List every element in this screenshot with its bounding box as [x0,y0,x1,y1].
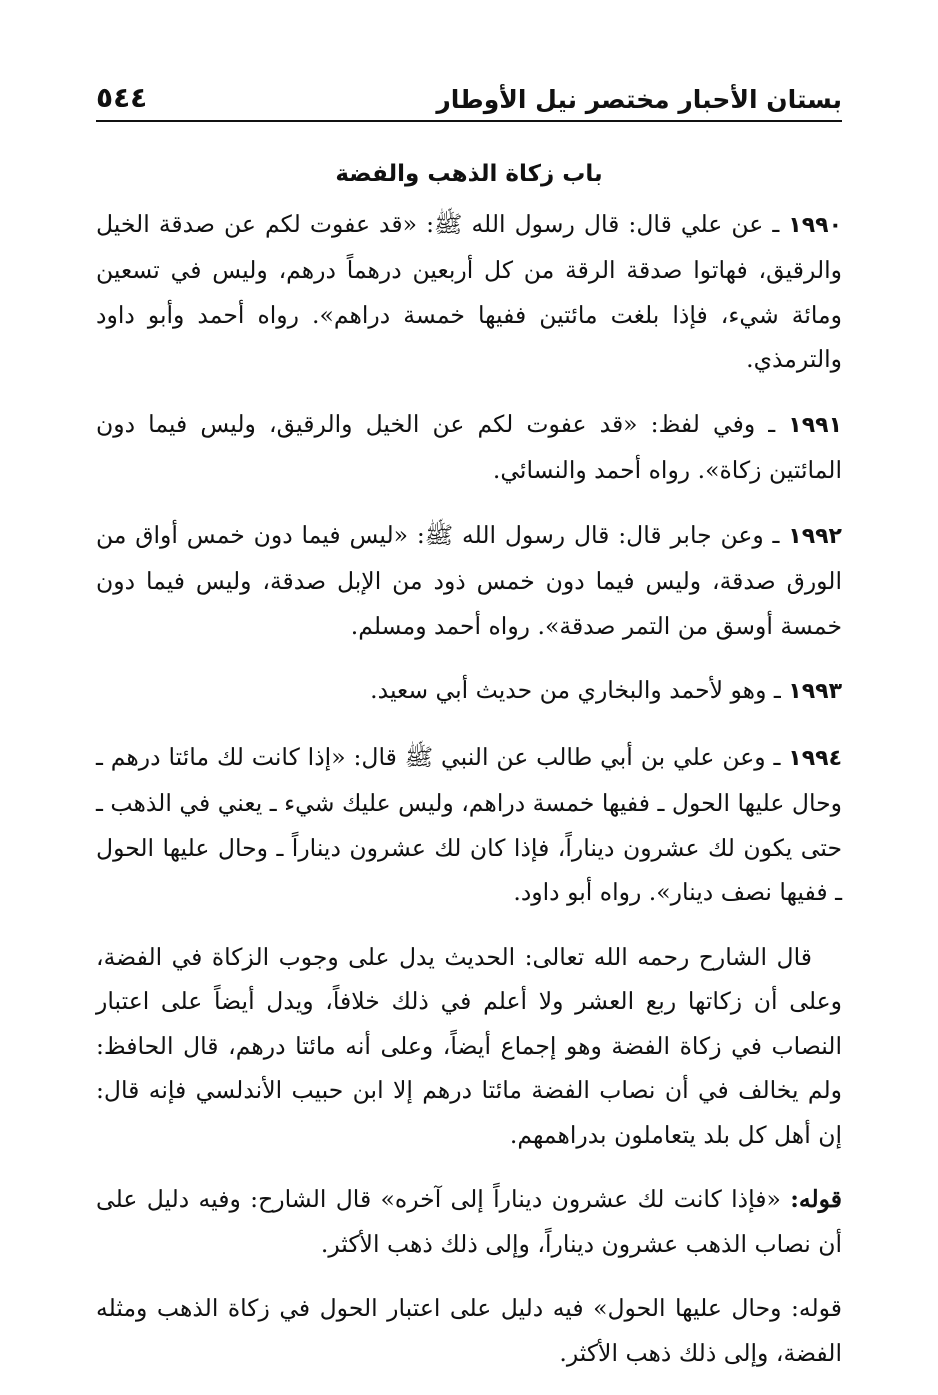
hadith-1994 [96,735,842,915]
commentary-paragraph [96,935,842,1158]
commentary-text: قال الشارح رحمه الله تعالى: الحديث يدل على وجوب الزكاة في الفضة، وعلى أن زكاتها ربع العشر ولا أعلم في ذلك خلافاً، ويدل أيضاً على اعتبار النصاب في زكاة الفضة وهو إجماع أيضاً، وعلى أنه مائتا درهم، قال الحافظ: ولم يخالف في أن نصاب الفضة مائتا درهم إلا ابن حبيب الأندلسي فإنه قال: إن أهل كل بلد يتعاملون بدراهمهم. [96,942,842,1149]
hadith-number: ١٩٩٣ [788,679,842,705]
hadith-text: ـ وعن جابر قال: قال رسول الله ﷺ: «ليس فيما دون خمس أواق من الورق صدقة، وليس فيما دون خمس ذود من الإبل صدقة، وليس فيما دون خمسة أوسق من التمر صدقة». رواه أحمد ومسلم. [96,520,842,640]
hadith-text: ـ عن علي قال: قال رسول الله ﷺ: «قد عفوت لكم عن صدقة الخيل والرقيق، فهاتوا صدقة الرقة من كل أربعين درهماً درهم، وليس في تسعين ومائة شيء، فإذا بلغت مائتين ففيها خمسة دراهم». رواه أحمد وأبو داود والترمذي. [96,209,842,374]
note-paragraph-2 [96,1286,842,1375]
hadith-number: ١٩٩٢ [788,523,842,549]
note-text: قوله: وحال عليها الحول» فيه دليل على اعتبار الحول في زكاة الذهب ومثله الفضة، وإلى ذلك ذهب الأكثر. [96,1294,842,1367]
chapter-title: باب زكاة الذهب والفضة [335,161,603,187]
hadith-number: ١٩٩٤ [788,745,842,771]
book-page [96,60,842,1395]
hadith-1993 [96,668,842,715]
running-header [96,60,842,122]
hadith-number: ١٩٩١ [788,412,842,438]
hadith-1992 [96,513,842,649]
hadith-1990 [96,202,842,382]
note-lead: قوله: [790,1185,842,1214]
hadith-number: ١٩٩٠ [788,212,842,238]
note-text: «فإذا كانت لك عشرون ديناراً إلى آخره» قال الشارح: وفيه دليل على أن نصاب الذهب عشرون ديناراً، وإلى ذلك ذهب الأكثر. [96,1185,842,1258]
note-paragraph-1 [96,1177,842,1266]
hadith-text: ـ وفي لفظ: «قد عفوت لكم عن الخيل والرقيق، وليس فيما دون المائتين زكاة». رواه أحمد والنسائي. [96,409,842,485]
page-number: ٥٤٤ [96,81,148,114]
hadith-1991 [96,402,842,493]
book-title: بستان الأحبار مختصر نيل الأوطار [436,85,842,114]
hadith-text: ـ وهو لأحمد والبخاري من حديث أبي سعيد. [370,676,781,705]
hadith-text: ـ وعن علي بن أبي طالب عن النبي ﷺ قال: «إذا كانت لك مائتا درهم ـ وحال عليها الحول ـ ففيها خمسة دراهم، وليس عليك شيء ـ يعني في الذهب ـ حتى يكون لك عشرون ديناراً، فإذا كان لك عشرون ديناراً ـ وحال عليها الحول ـ ففيها نصف دينار». رواه أبو داود. [96,742,842,907]
